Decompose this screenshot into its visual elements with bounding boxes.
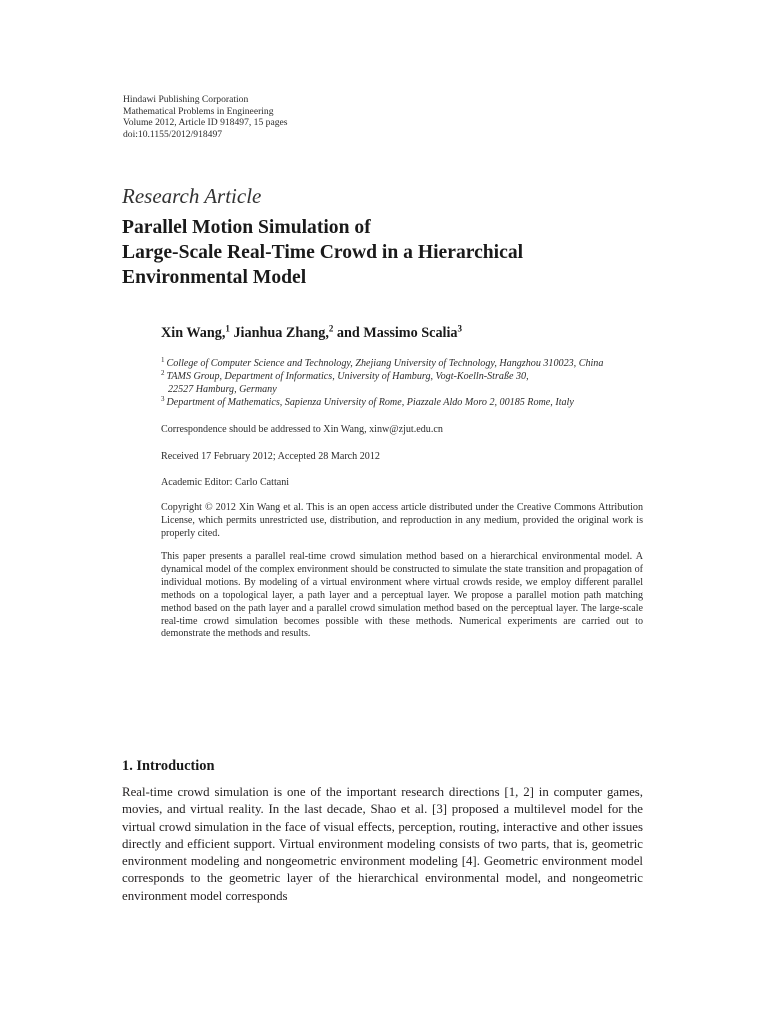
received-accepted: Received 17 February 2012; Accepted 28 March 2012 xyxy=(161,451,380,462)
volume-line: Volume 2012, Article ID 918497, 15 pages xyxy=(123,117,288,129)
journal-name: Mathematical Problems in Engineering xyxy=(123,105,274,117)
publisher: Hindawi Publishing Corporation xyxy=(123,94,249,105)
author-1-affil: 1 xyxy=(225,323,230,334)
title-line-1: Parallel Motion Simulation of xyxy=(122,217,371,238)
author-3: and Massimo Scalia xyxy=(336,325,458,341)
author-list xyxy=(161,325,462,342)
affiliation-2-text: TAMS Group, Department of Informatics, University of Hamburg, Vogt-Koelln-Straße 30, xyxy=(166,371,529,382)
author-2-affil: 2 xyxy=(328,323,334,334)
paper-title xyxy=(122,215,523,290)
affiliation-2-number: 2 xyxy=(161,368,165,377)
affiliations xyxy=(161,357,603,409)
section-heading-introduction: 1. Introduction xyxy=(122,758,215,774)
affiliation-3-text: Department of Mathematics, Sapienza University of Rome, Piazzale Aldo Moro 2, 00185 Rome, Italy xyxy=(166,397,574,408)
introduction-paragraph: Real-time crowd simulation is one of the important research directions [1, 2] in computer games, movies, and virtual reality. In the last decade, Shao et al. [3] proposed a multilevel model for the virtual crowd simulation in the face of visual effects, perception, routing, interactive and other issues directly and efficient support. Virtual environment modeling consists of two parts, that is, geometric environment modeling and nongeometric environment modeling [4]. Geometric environment model corresponds to the geometric layer of the hierarchical environmental model, and nongeometric environment model corresponds xyxy=(122,785,643,903)
author-3-affil: 3 xyxy=(457,323,463,334)
affiliation-1-text: College of Computer Science and Technology, Zhejiang University of Technology, Hangzhou 310023, China xyxy=(166,358,604,369)
copyright-notice: Copyright © 2012 Xin Wang et al. This is an open access article distributed under the Creative Commons Attribution License, which permits unrestricted use, distribution, and reproduction in any medium, provided the original work is properly cited. xyxy=(161,502,643,539)
correspondence: Correspondence should be addressed to Xin Wang, xinw@zjut.edu.cn xyxy=(161,424,443,435)
abstract: This paper presents a parallel real-time crowd simulation method based on a hierarchical environmental model. A dynamical model of the complex environment should be constructed to simulate the state transition and propagation of individual motions. By modeling of a virtual environment where virtual crowds reside, we employ different parallel methods on a topological layer, a path layer and a perceptual layer. We propose a parallel motion path matching method based on the path layer and a parallel crowd simulation method based on the perceptual layer. The large-scale real-time crowd simulation becomes possible with these methods. Numerical experiments are carried out to demonstrate the methods and results. xyxy=(161,551,643,640)
affiliation-2 xyxy=(161,370,603,383)
title-line-2: Large-Scale Real-Time Crowd in a Hierarchical xyxy=(122,242,524,263)
journal-info xyxy=(123,94,288,140)
author-1: Xin Wang, xyxy=(161,325,226,341)
article-type: Research Article xyxy=(122,184,262,208)
academic-editor: Academic Editor: Carlo Cattani xyxy=(161,477,290,488)
affiliation-1 xyxy=(161,357,603,370)
title-line-3: Environmental Model xyxy=(122,267,307,288)
affiliation-1-number: 1 xyxy=(161,355,165,364)
affiliation-3-number: 3 xyxy=(161,394,165,403)
author-2: Jianhua Zhang, xyxy=(233,325,329,341)
affiliation-2-continued: 22527 Hamburg, Germany xyxy=(168,384,277,395)
affiliation-3 xyxy=(161,396,603,409)
doi[interactable]: doi:10.1155/2012/918497 xyxy=(123,128,223,140)
